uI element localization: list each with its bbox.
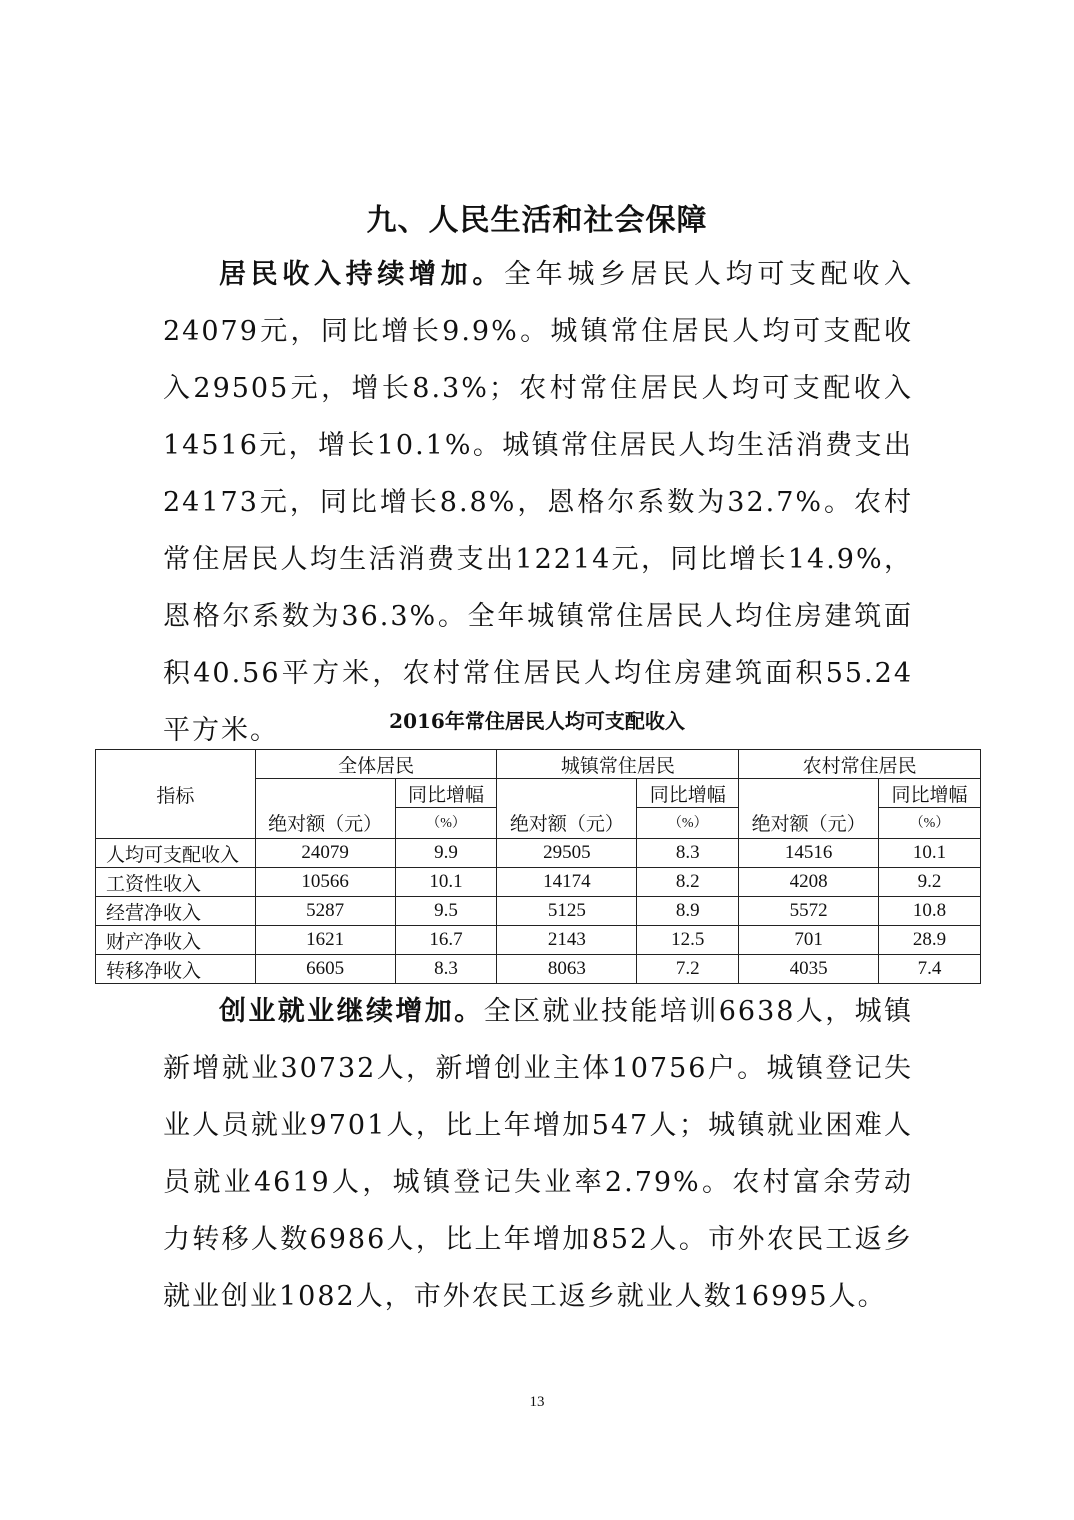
table-cell: 4208 [739,868,879,897]
table-cell: 28.9 [879,926,981,955]
employment-paragraph-lead: 创业就业继续增加。 [219,996,484,1027]
table-title: 2016年常住居民人均可支配收入 [389,709,685,733]
page-number: 13 [529,1394,545,1410]
table-cell: 10566 [255,868,395,897]
table-cell: 5125 [497,897,637,926]
table-cell: 7.4 [879,955,981,984]
growth-unit-label: （%） [426,816,466,831]
table-cell: 6605 [255,955,395,984]
table-cell: 14174 [497,868,637,897]
table-cell: 701 [739,926,879,955]
growth-header-all: 同比增幅 [395,779,497,808]
row-label: 人均可支配收入 [96,839,256,868]
growth-unit-label: （%） [909,816,950,831]
growth-unit-urban [637,808,739,839]
employment-paragraph [163,983,913,1325]
table-cell: 5287 [255,897,395,926]
group-header-all: 全体居民 [255,750,497,779]
table-cell: 9.9 [395,839,497,868]
table-cell: 9.5 [395,897,497,926]
abs-header-all: 绝对额（元） [255,779,395,839]
growth-header-rural: 同比增幅 [879,779,981,808]
growth-unit-label: （%） [667,816,708,831]
table-cell: 12.5 [637,926,739,955]
table-cell: 8.3 [637,839,739,868]
table-cell: 29505 [497,839,637,868]
growth-unit-rural [879,808,981,839]
indicator-header: 指标 [96,750,256,839]
abs-header-urban: 绝对额（元） [497,779,637,839]
group-header-rural: 农村常住居民 [739,750,981,779]
table-cell: 7.2 [637,955,739,984]
income-paragraph-text: 全年城乡居民人均可支配收入24079元，同比增长9.9%。城镇常住居民人均可支配收入29505元，增长8.3%；农村常住居民人均可支配收入14516元，增长10.1%。城镇常住居民人均生活消费支出24173元，同比增长8.8%，恩格尔系数为32.7%。农村常住居民人均生活消费支出12214元，同比增长14.9%，恩格尔系数为36.3%。全年城镇常住居民人均住房建筑面积40.56平方米，农村常住居民人均住房建筑面积55.24平方米。 [163,259,913,746]
income-paragraph-lead: 居民收入持续增加。 [219,259,504,290]
table-cell: 8.9 [637,897,739,926]
table-row [96,897,981,926]
table-row [96,955,981,984]
table-header-row-groups [96,750,981,779]
table-cell: 2143 [497,926,637,955]
table-row [96,926,981,955]
table-cell: 8063 [497,955,637,984]
table-cell: 10.1 [879,839,981,868]
group-header-urban: 城镇常住居民 [497,750,739,779]
row-label: 转移净收入 [96,955,256,984]
table-cell: 9.2 [879,868,981,897]
table-cell: 16.7 [395,926,497,955]
abs-header-rural: 绝对额（元） [739,779,879,839]
table-cell: 8.2 [637,868,739,897]
employment-paragraph-text: 全区就业技能培训6638人，城镇新增就业30732人，新增创业主体10756户。城镇登记失业人员就业9701人，比上年增加547人；城镇就业困难人员就业4619人，城镇登记失业率2.79%。农村富余劳动力转移人数6986人，比上年增加852人。市外农民工返乡就业创业1082人，市外农民工返乡就业人数16995人。 [163,996,914,1312]
income-table [95,749,981,984]
row-label: 经营净收入 [96,897,256,926]
growth-unit-all [395,808,497,839]
income-paragraph [163,246,913,759]
growth-header-urban: 同比增幅 [637,779,739,808]
table-cell: 14516 [739,839,879,868]
table-cell: 4035 [739,955,879,984]
table-cell: 24079 [255,839,395,868]
table-cell: 10.8 [879,897,981,926]
table-row [96,868,981,897]
table-row [96,839,981,868]
table-cell: 10.1 [395,868,497,897]
section-title: 九、人民生活和社会保障 [366,203,708,238]
row-label: 工资性收入 [96,868,256,897]
table-cell: 8.3 [395,955,497,984]
table-cell: 1621 [255,926,395,955]
table-cell: 5572 [739,897,879,926]
row-label: 财产净收入 [96,926,256,955]
